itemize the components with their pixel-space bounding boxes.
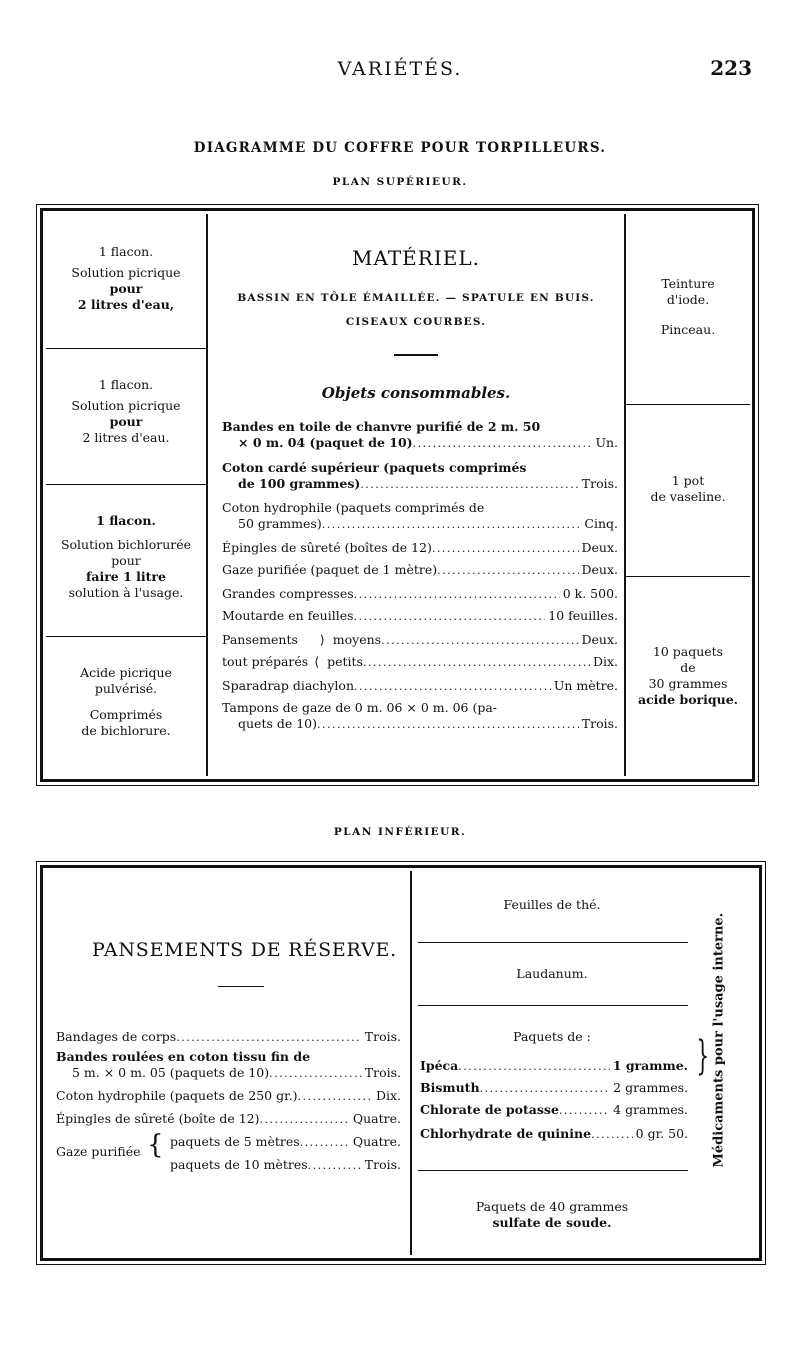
- cell-separator: [418, 942, 688, 943]
- right-cell-2: 1 pot de vaseline.: [650, 473, 726, 504]
- item-row: tout préparés ⟨ petits ..... Dix.: [222, 654, 618, 671]
- brace-icon: }: [696, 1033, 710, 1079]
- item-row: × 0 m. 04 (paquet de 10) ..... Un.: [238, 435, 618, 452]
- paquet-row: Chlorhydrate de quinine ..... 0 gr. 50.: [420, 1126, 688, 1143]
- feuilles-the-cell: Feuilles de thé.: [503, 897, 601, 912]
- materiel-line-2: CISEAUX COURBES.: [345, 316, 487, 328]
- item-row: Tampons de gaze de 0 m. 06 × 0 m. 06 (pa-: [222, 700, 498, 715]
- item-row: Grandes compresses ..... 0 k. 500.: [222, 586, 618, 603]
- item-row: Sparadrap diachylon ..... Un mètre.: [222, 678, 618, 695]
- short-rule: [394, 354, 438, 356]
- brace-icon: {: [147, 1130, 164, 1160]
- objets-subtitle: Objets consommables.: [321, 384, 511, 402]
- right-cell-1: Teinture d'iode. Pinceau.: [660, 276, 716, 337]
- left-cell-1: 1 flacon. Solution picrique pour 2 litres d'eau,: [71, 244, 181, 312]
- item-row: Moutarde en feuilles ..... 10 feuilles.: [222, 608, 618, 625]
- paquets-title: Paquets de :: [513, 1029, 591, 1044]
- item-row: quets de 10) ..... Trois.: [238, 716, 618, 733]
- cell-separator: [418, 1005, 688, 1006]
- item-row: Gaze purifiée (paquet de 1 mètre) ..... Deux.: [222, 562, 618, 579]
- reserve-row: Bandes roulées en coton tissu fin de: [56, 1049, 311, 1064]
- paquet-row: Chlorate de potasse ..... 4 grammes.: [420, 1102, 688, 1119]
- item-row: Pansements ⟩ moyens ..... Deux.: [222, 632, 618, 649]
- reserve-row: Épingles de sûreté (boîte de 12) ..... Quatre.: [56, 1111, 401, 1128]
- reserve-row: 5 m. × 0 m. 05 (paquets de 10) ..... Trois.: [72, 1065, 401, 1082]
- cell-separator: [626, 404, 750, 405]
- gaze-label: Gaze purifiée: [56, 1144, 141, 1159]
- cell-separator: [46, 636, 206, 637]
- medicaments-vertical-label: Médicaments pour l'usage interne.: [711, 912, 727, 1168]
- running-header: VARIÉTÉS.: [337, 58, 463, 80]
- materiel-title: MATÉRIEL.: [352, 246, 480, 270]
- left-cell-2: 1 flacon. Solution picrique pour 2 litres d'eau.: [71, 377, 181, 445]
- left-cell-3: 1 flacon. Solution bichlorurée pour faire 1 litre solution à l'usage.: [60, 513, 192, 600]
- item-row: Coton hydrophile (paquets comprimés de: [222, 500, 485, 515]
- short-rule: [218, 986, 264, 987]
- gaze-row: paquets de 5 mètres ..... Quatre.: [170, 1134, 401, 1151]
- plan-inferieur-label: PLAN INFÉRIEUR.: [333, 826, 467, 838]
- divider: [410, 871, 412, 1255]
- gaze-row: paquets de 10 mètres ..... Trois.: [170, 1157, 401, 1174]
- reserve-title: PANSEMENTS DE RÉSERVE.: [92, 939, 398, 961]
- reserve-row: Coton hydrophile (paquets de 250 gr.) ..... Dix.: [56, 1088, 401, 1105]
- item-row: Épingles de sûreté (boîtes de 12) ..... Deux.: [222, 540, 618, 557]
- plan-superieur-label: PLAN SUPÉRIEUR.: [332, 176, 468, 188]
- cell-separator: [418, 1170, 688, 1171]
- cell-separator: [46, 348, 206, 349]
- right-cell-3: 10 paquets de 30 grammes acide borique.: [637, 644, 739, 707]
- item-row: Coton cardé supérieur (paquets comprimés: [222, 460, 527, 475]
- paquet-row: Ipéca ..... 1 gramme.: [420, 1058, 688, 1075]
- materiel-line-1: BASSIN EN TÔLE ÉMAILLÉE. — SPATULE EN BUIS.: [237, 292, 595, 304]
- cell-separator: [626, 576, 750, 577]
- paquet-row: Bismuth ..... 2 grammes.: [420, 1080, 688, 1097]
- left-cell-4: Acide picrique pulvérisé. Comprimés de bichlorure.: [80, 665, 172, 738]
- item-row: Bandes en toile de chanvre purifié de 2 m. 50: [222, 419, 541, 434]
- cell-separator: [46, 484, 206, 485]
- laudanum-cell: Laudanum.: [516, 966, 588, 981]
- item-row: de 100 grammes) ..... Trois.: [238, 476, 618, 493]
- sulfate-cell: Paquets de 40 grammes sulfate de soude.: [475, 1199, 629, 1230]
- diagram-title: DIAGRAMME DU COFFRE POUR TORPILLEURS.: [193, 140, 607, 156]
- item-row: 50 grammes) ..... Cinq.: [238, 516, 618, 533]
- reserve-row: Bandages de corps ..... Trois.: [56, 1029, 401, 1046]
- page-number: 223: [710, 56, 752, 80]
